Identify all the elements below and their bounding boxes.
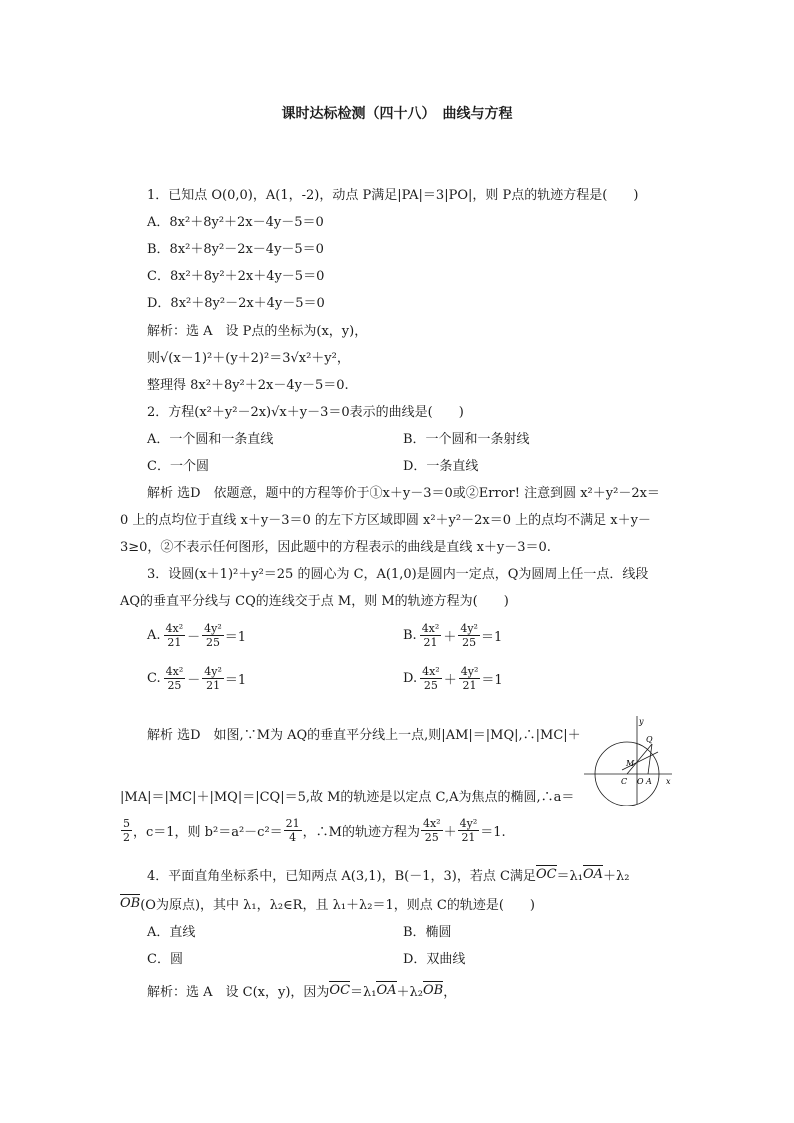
ellipse-figure: [584, 716, 674, 806]
q4-stem-line-1: [147, 865, 630, 884]
q3-solution-plus: ＋: [443, 825, 457, 840]
q3-option-c: [147, 665, 246, 692]
q3-solution-eq-frac-2: $\frac{\text{4y²}}{21}$: [459, 817, 478, 844]
q1-option-b: B．8x²＋8y²－2x－4y－5＝0: [147, 242, 324, 257]
q4-solution-lambda1: ＝λ₁: [350, 985, 377, 1000]
q1-option-c: C．8x²＋8y²＋2x＋4y－5＝0: [147, 269, 325, 284]
q1-option-a: A．8x²＋8y²＋2x－4y－5＝0: [147, 215, 324, 230]
q3-solution-end: ＝1.: [480, 825, 506, 840]
q1-stem: 1．已知点 O(0,0)，A(1，-2)，动点 P满足|PA|＝3|PO|，则 P点的轨迹方程是( ): [147, 188, 639, 203]
q2-option-c: C．一个圆: [147, 459, 209, 474]
q4-stem-text: 4．平面直角坐标系中，已知两点 A(3,1)，B(－1，3)，若点 C满足: [147, 869, 536, 884]
q3-option-a-frac-1: $\frac{\text{4x²}}{21}$: [165, 622, 184, 649]
q4-solution-vector-ob: OB: [422, 983, 444, 998]
q4-solution-text: 解析：选 A 设 C(x，y)，因为: [147, 985, 330, 1000]
page-title: 课时达标检测（四十八） 曲线与方程: [281, 106, 513, 122]
q3-solution-line-3: [120, 817, 506, 844]
q4-vector-oa: OA: [583, 867, 604, 882]
figure-label-x: x: [666, 777, 671, 786]
q3-option-b-op: ＋: [443, 630, 457, 645]
q4-stem-text-2: (O为原点)，其中 λ₁，λ₂∈R，且 λ₁＋λ₂＝1，则点 C的轨迹是( ): [140, 898, 535, 913]
figure-label-c: C: [621, 777, 628, 786]
q3-option-c-op: －: [187, 673, 201, 688]
q3-option-c-label: C.: [147, 671, 161, 686]
q4-stem-line-2: [120, 894, 535, 913]
q4-solution-vector-oa: OA: [376, 983, 397, 998]
q3-option-b: [403, 622, 502, 649]
q4-option-c: C．圆: [147, 952, 183, 967]
figure-label-q: Q: [646, 735, 653, 744]
q2-stem: 2．方程(x²＋y²－2x)√x＋y－3＝0表示的曲线是( ): [147, 405, 464, 420]
q3-solution-eq-frac-1: $\frac{\text{4x²}}{25}$: [422, 817, 441, 844]
q3-option-d: [403, 665, 503, 692]
figure-label-a: A: [646, 777, 652, 786]
figure-label-m: M: [626, 759, 635, 768]
q3-option-a-frac-2: $\frac{\text{4y²}}{25}$: [204, 622, 222, 649]
q1-solution-line-3: 整理得 8x²＋8y²＋2x－4y－5＝0.: [147, 378, 349, 393]
q4-solution-comma: ，: [443, 985, 457, 1000]
q3-solution-line-1: 解析 选D 如图,∵M为 AQ的垂直平分线上一点,则|AM|＝|MQ|,∴|MC|＋: [147, 728, 581, 743]
q2-solution-line-1: 解析 选D 依题意，题中的方程等价于①x＋y－3＝0或②Error! 注意到圆 x²＋y²－2x＝: [147, 486, 660, 501]
q3-option-a-rhs: ＝1: [224, 630, 247, 645]
q3-option-a: [147, 622, 246, 649]
q4-stem-lambda1: ＝λ₁: [556, 869, 583, 884]
q1-option-d: D．8x²＋8y²－2x＋4y－5＝0: [147, 296, 325, 311]
figure-label-o: O: [637, 777, 644, 786]
q3-option-d-op: ＋: [443, 673, 457, 688]
q2-option-d: D．一条直线: [403, 459, 479, 474]
q2-solution-line-2: 0 上的点均位于直线 x＋y－3＝0 的左下方区域即圆 x²＋y²－2x＝0 上的点均不满足 x＋y－: [120, 513, 651, 528]
q4-solution-lambda2: ＋λ₂: [396, 985, 423, 1000]
q3-option-b-frac-1: $\frac{\text{4x²}}{21}$: [421, 622, 440, 649]
q3-option-b-label: B.: [403, 628, 417, 643]
q1-solution-line-2: 则√(x－1)²＋(y＋2)²＝3√x²＋y²，: [147, 351, 350, 366]
q3-stem-line-2: AQ的垂直平分线与 CQ的连线交于点 M，则 M的轨迹方程为( ): [120, 594, 509, 609]
q3-option-d-frac-2: $\frac{\text{4y²}}{21}$: [460, 665, 479, 692]
q4-option-b: B．椭圆: [403, 925, 452, 940]
q3-option-a-label: A.: [147, 628, 161, 643]
q4-solution-vector-oc: OC: [329, 983, 351, 998]
q4-stem-lambda2: ＋λ₂: [603, 869, 630, 884]
q3-solution-line-2: |MA|＝|MC|＋|MQ|＝|CQ|＝5,故 M的轨迹是以定点 C,A为焦点的椭圆,∴a＝: [120, 790, 575, 805]
q3-solution-a-frac: $\frac{5}{2}$: [123, 817, 130, 844]
q1-solution-line-1: 解析：选 A 设 P点的坐标为(x，y)，: [147, 324, 368, 339]
q3-solution-mid: ，c＝1，则 b²＝a²－c²＝: [133, 825, 283, 840]
q2-option-b: B．一个圆和一条射线: [403, 432, 530, 447]
q3-option-d-rhs: ＝1: [481, 673, 503, 688]
q4-solution-line-1: [147, 981, 456, 1000]
q3-option-b-rhs: ＝1: [480, 630, 503, 645]
q3-solution-tail: ，∴M的轨迹方程为: [302, 825, 420, 840]
q3-stem-line-1: 3．设圆(x＋1)²＋y²＝25 的圆心为 C，A(1,0)是圆内一定点，Q为圆周上任一点．线段: [147, 567, 649, 582]
q4-option-d: D．双曲线: [403, 952, 466, 967]
q3-option-d-label: D.: [403, 671, 418, 686]
q3-option-c-rhs: ＝1: [224, 673, 247, 688]
q3-option-c-frac-2: $\frac{\text{4y²}}{21}$: [204, 665, 222, 692]
q2-option-a: A．一个圆和一条直线: [147, 432, 274, 447]
q2-solution-line-3: 3≥0，②不表示任何图形，因此题中的方程表示的曲线是直线 x＋y－3＝0.: [120, 540, 551, 555]
q3-solution-b-frac: $\frac{21}{4}$: [285, 817, 300, 844]
q3-option-a-op: －: [187, 630, 201, 645]
q3-option-c-frac-1: $\frac{\text{4x²}}{25}$: [165, 665, 184, 692]
q4-vector-ob: OB: [120, 896, 141, 911]
q4-vector-oc: OC: [535, 867, 557, 882]
q3-option-d-frac-1: $\frac{\text{4x²}}{25}$: [422, 665, 440, 692]
q4-option-a: A．直线: [147, 925, 196, 940]
figure-label-y: y: [639, 717, 644, 726]
q3-option-b-frac-2: $\frac{\text{4y²}}{25}$: [460, 622, 478, 649]
